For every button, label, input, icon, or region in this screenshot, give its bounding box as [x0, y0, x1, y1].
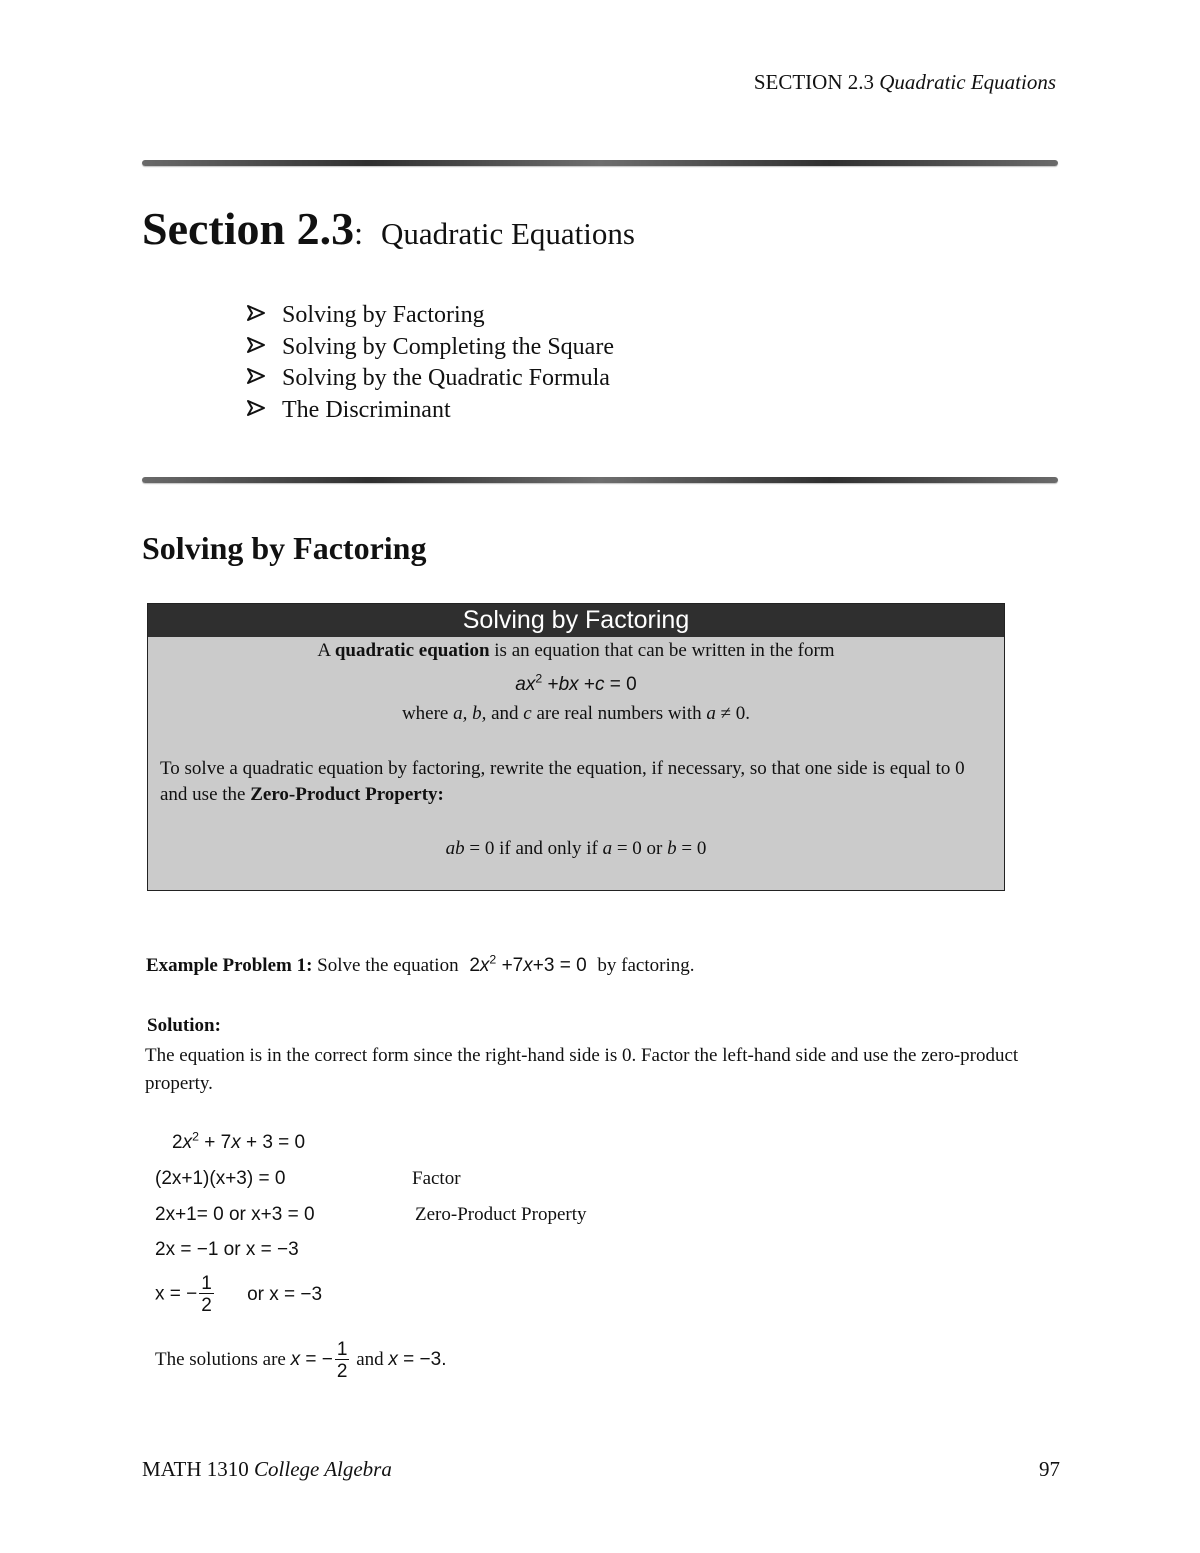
example-problem: [146, 952, 695, 977]
final-answer: [155, 1340, 446, 1381]
definition-line: [148, 640, 1004, 662]
top-rule: [142, 160, 1058, 166]
var-c: c: [595, 674, 605, 695]
list-item: [246, 300, 614, 332]
solution-step-1: [172, 1129, 306, 1154]
denominator: 2: [201, 1295, 212, 1316]
var-x: x: [231, 1132, 241, 1153]
topic-label: The Discriminant: [282, 396, 451, 423]
zero-product-statement: [148, 838, 1004, 860]
title-colon: :: [354, 215, 363, 251]
list-item: [246, 332, 614, 364]
example-label: Example Problem 1:: [146, 955, 313, 976]
conditions-text: and: [491, 703, 519, 724]
definition-term: quadratic equation: [334, 640, 490, 661]
course-code: MATH 1310: [142, 1457, 249, 1481]
arrow-bullet-icon: [246, 332, 282, 364]
step-5-rhs: or x = −3: [247, 1283, 323, 1305]
denominator: 2: [336, 1361, 348, 1382]
zero-product-term: Zero-Product Property:: [250, 784, 444, 805]
var-x: x: [479, 955, 490, 976]
header-section: SECTION 2.3: [753, 70, 874, 94]
exponent: 2: [489, 952, 497, 967]
conditions-var-a: a: [706, 703, 716, 724]
conditions-text: where: [401, 703, 449, 724]
definition-text: A: [317, 640, 331, 661]
solution-text: The equation is in the correct form since the right-hand side is 0. Factor the left-hand side and use the zero-product property.: [145, 1045, 1019, 1094]
statement-text: = 0 or: [612, 838, 668, 859]
operator: +: [542, 674, 559, 695]
definition-box-title: Solving by Factoring: [148, 604, 1004, 637]
final-text: The solutions are: [155, 1348, 286, 1370]
var-x: x: [388, 1348, 398, 1370]
example-text: Solve the equation: [317, 955, 459, 976]
statement-text: = 0: [676, 838, 707, 859]
exponent: 2: [535, 671, 543, 686]
instruction-text: To solve a quadratic equation by factoring, rewrite the equation, if necessary, so that one side is equal to 0 and use the: [160, 758, 965, 805]
conditions-text: are real numbers with: [536, 703, 702, 724]
coef: 2: [172, 1132, 183, 1153]
topic-label: Solving by the Quadratic Formula: [282, 365, 610, 391]
operator: +: [578, 674, 596, 695]
var-b: b: [558, 674, 570, 695]
conditions-text: ≠ 0.: [720, 703, 751, 724]
coef: 2: [469, 955, 480, 976]
numerator: 1: [336, 1339, 348, 1360]
solution-step-3: 2x+1= 0 or x+3 = 0: [155, 1204, 315, 1225]
final-eq: = −: [300, 1348, 333, 1370]
var-ab: ab: [445, 838, 465, 859]
section-heading: Solving by Factoring: [142, 530, 427, 566]
list-item: [246, 395, 614, 427]
arrow-bullet-icon: [246, 300, 282, 332]
solution-label: Solution:: [147, 1015, 221, 1036]
conditions-var-c: c: [523, 703, 532, 724]
equals-zero: = 0: [604, 674, 637, 695]
numerator: 1: [201, 1273, 212, 1294]
step-2-note: Factor: [412, 1168, 461, 1189]
example-equation: [469, 952, 587, 976]
solution-step-5: [155, 1274, 322, 1315]
page-number: 97: [1039, 1457, 1060, 1481]
definition-box: [147, 603, 1005, 891]
term: +7: [496, 955, 524, 976]
topic-list: [246, 300, 614, 426]
fraction: [199, 1274, 214, 1315]
conditions-vars: a, b,: [453, 703, 487, 724]
var-x: x: [525, 674, 536, 695]
section-number: Section 2.3: [142, 203, 355, 254]
page-title: [142, 202, 635, 255]
solution-step-2: (2x+1)(x+3) = 0: [155, 1168, 286, 1189]
var-x: x: [290, 1348, 301, 1370]
var-x: x: [569, 674, 579, 695]
var-a: a: [602, 838, 613, 859]
step-5-lhs: x = −: [155, 1283, 198, 1305]
solution-step-4: 2x = −1 or x = −3: [155, 1239, 299, 1260]
arrow-bullet-icon: [246, 363, 282, 395]
running-header: [754, 70, 1056, 95]
list-item: [246, 363, 614, 395]
conditions-line: [148, 703, 1004, 725]
term: + 3 = 0: [240, 1132, 306, 1153]
arrow-bullet-icon: [246, 395, 282, 427]
exponent: 2: [192, 1129, 199, 1144]
term: + 7: [198, 1132, 232, 1153]
var-x: x: [523, 955, 533, 976]
term: +3 = 0: [532, 955, 587, 976]
example-text: by factoring.: [597, 955, 695, 976]
fraction: [335, 1340, 350, 1381]
topic-label: Solving by Factoring: [282, 302, 485, 328]
step-3-note: Zero-Product Property: [415, 1204, 587, 1225]
bottom-rule: [142, 477, 1058, 483]
course-name: College Algebra: [254, 1457, 392, 1481]
standard-form-equation: [148, 671, 1004, 696]
final-eq: = −3.: [397, 1348, 447, 1370]
var-x: x: [182, 1132, 193, 1153]
topic-label: Solving by Completing the Square: [282, 333, 614, 360]
factoring-instruction: [160, 756, 974, 808]
var-b: b: [667, 838, 677, 859]
final-text: and: [356, 1348, 384, 1370]
var-a: a: [515, 674, 526, 695]
header-topic: Quadratic Equations: [879, 70, 1056, 94]
footer-course: [142, 1457, 392, 1482]
statement-text: = 0 if and only if: [464, 838, 603, 859]
section-name: Quadratic Equations: [381, 216, 635, 251]
definition-text: is an equation that can be written in the form: [494, 640, 835, 661]
